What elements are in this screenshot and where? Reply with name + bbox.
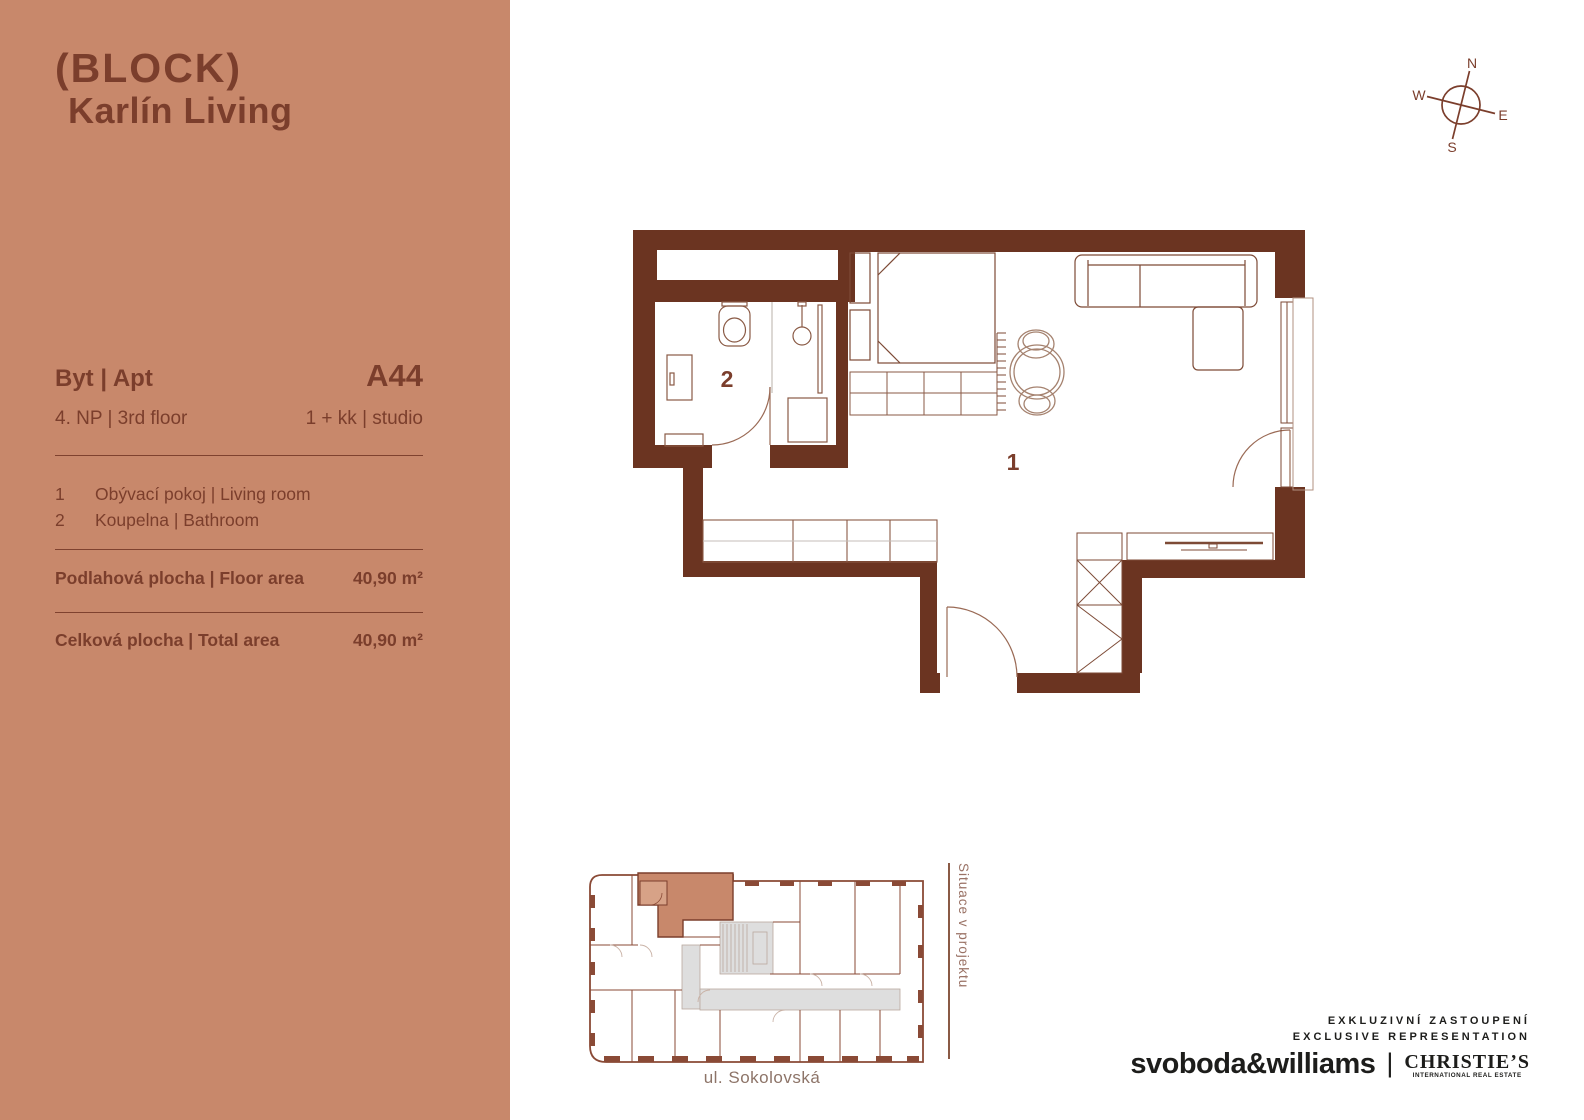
total-area-row <box>55 630 423 651</box>
bathroom-fixtures <box>665 302 827 446</box>
compass-rose <box>1408 48 1518 158</box>
divider <box>55 455 423 456</box>
bed <box>850 253 1006 411</box>
tv-sideboard <box>1127 533 1273 560</box>
balcony-door-frame <box>1281 428 1293 487</box>
kitchen-counter <box>703 520 937 562</box>
bathroom-cabinet <box>667 355 692 400</box>
svoboda-williams-logo: svoboda&williams <box>1130 1048 1376 1080</box>
christies-wordmark: CHRISTIE’S <box>1404 1050 1530 1073</box>
compass-s-label: S <box>1447 139 1457 155</box>
bathroom-door <box>712 387 770 445</box>
christies-logo <box>1404 1052 1530 1079</box>
balcony-slab <box>1293 298 1313 490</box>
logo-karlin-living: Karlín Living <box>68 90 293 131</box>
apartment-label: Byt | Apt <box>55 365 153 392</box>
bathroom-door-threshold <box>712 445 770 468</box>
broker-logos <box>1130 1048 1530 1079</box>
corridor <box>700 989 900 1010</box>
bed-mattress <box>878 253 995 363</box>
street-label: ul. Sokolovská <box>703 1068 821 1087</box>
room-legend <box>55 481 423 533</box>
floor-plan <box>615 215 1315 705</box>
bathroom-window-opening <box>657 250 838 280</box>
highlighted-unit-room <box>640 881 667 905</box>
corridor <box>682 945 700 1009</box>
apartment-code: A44 <box>366 358 423 393</box>
entry-door <box>947 607 1017 677</box>
divider <box>55 549 423 550</box>
apartment-floor: 4. NP | 3rd floor <box>55 408 188 429</box>
shower-glass <box>818 305 822 393</box>
logo-block: (BLOCK) <box>55 45 243 91</box>
apartment-header-row <box>55 358 423 394</box>
brand-panel <box>0 0 510 1120</box>
bed-shelf-unit <box>850 372 997 415</box>
wardrobe <box>1077 533 1122 673</box>
radiator-ticks <box>997 333 1006 410</box>
christies-subtitle: INTERNATIONAL REAL ESTATE <box>1412 1071 1522 1079</box>
floor-area-value: 40,90 m² <box>352 568 423 588</box>
apartment-floor-row <box>55 408 423 430</box>
floor-area-label: Podlahová plocha | Floor area <box>55 568 304 588</box>
compass-we-needle <box>1427 97 1495 114</box>
exclusivity-note <box>1293 1014 1530 1045</box>
door-swings <box>712 387 1290 677</box>
french-window <box>1281 298 1313 490</box>
legend-item-living-room <box>55 481 423 507</box>
sofa-chaise <box>1193 307 1243 370</box>
exclusivity-line-en: EXCLUSIVE REPRESENTATION <box>1292 1030 1530 1043</box>
project-logo <box>55 46 293 132</box>
compass-w-label: W <box>1412 87 1426 103</box>
apartment-disposition: 1 + kk | studio <box>305 408 423 429</box>
total-area-value: 40,90 m² <box>352 630 423 650</box>
total-area-label: Celková plocha | Total area <box>55 630 280 650</box>
exclusivity-line-cz: EXKLUZIVNÍ ZASTOUPENÍ <box>1327 1015 1530 1027</box>
compass-e-label: E <box>1498 107 1508 123</box>
sofa <box>1075 255 1257 370</box>
logo-separator: | <box>1386 1048 1394 1078</box>
legend-item-bathroom <box>55 507 423 533</box>
situace-divider-line <box>948 863 950 1059</box>
room-label-living: 1 <box>1006 449 1020 475</box>
legend-number: 2 <box>55 510 65 530</box>
bathroom-low-cabinet <box>665 434 703 446</box>
legend-label: Koupelna | Bathroom <box>95 510 260 530</box>
room-label-bathroom: 2 <box>720 366 734 392</box>
legend-number: 1 <box>55 484 65 504</box>
compass-n-label: N <box>1466 55 1478 71</box>
situace-side-label: Situace v projektu <box>956 863 971 989</box>
round-table <box>1010 345 1064 399</box>
entry-door-threshold <box>940 673 1017 693</box>
floor-area-row <box>55 568 423 589</box>
legend-label: Obývací pokoj | Living room <box>95 484 311 504</box>
divider <box>55 612 423 613</box>
site-plan <box>570 850 954 1094</box>
nightstand <box>850 310 870 360</box>
dining-set <box>1010 330 1064 415</box>
shower-head <box>793 327 811 345</box>
washing-machine <box>788 398 827 442</box>
